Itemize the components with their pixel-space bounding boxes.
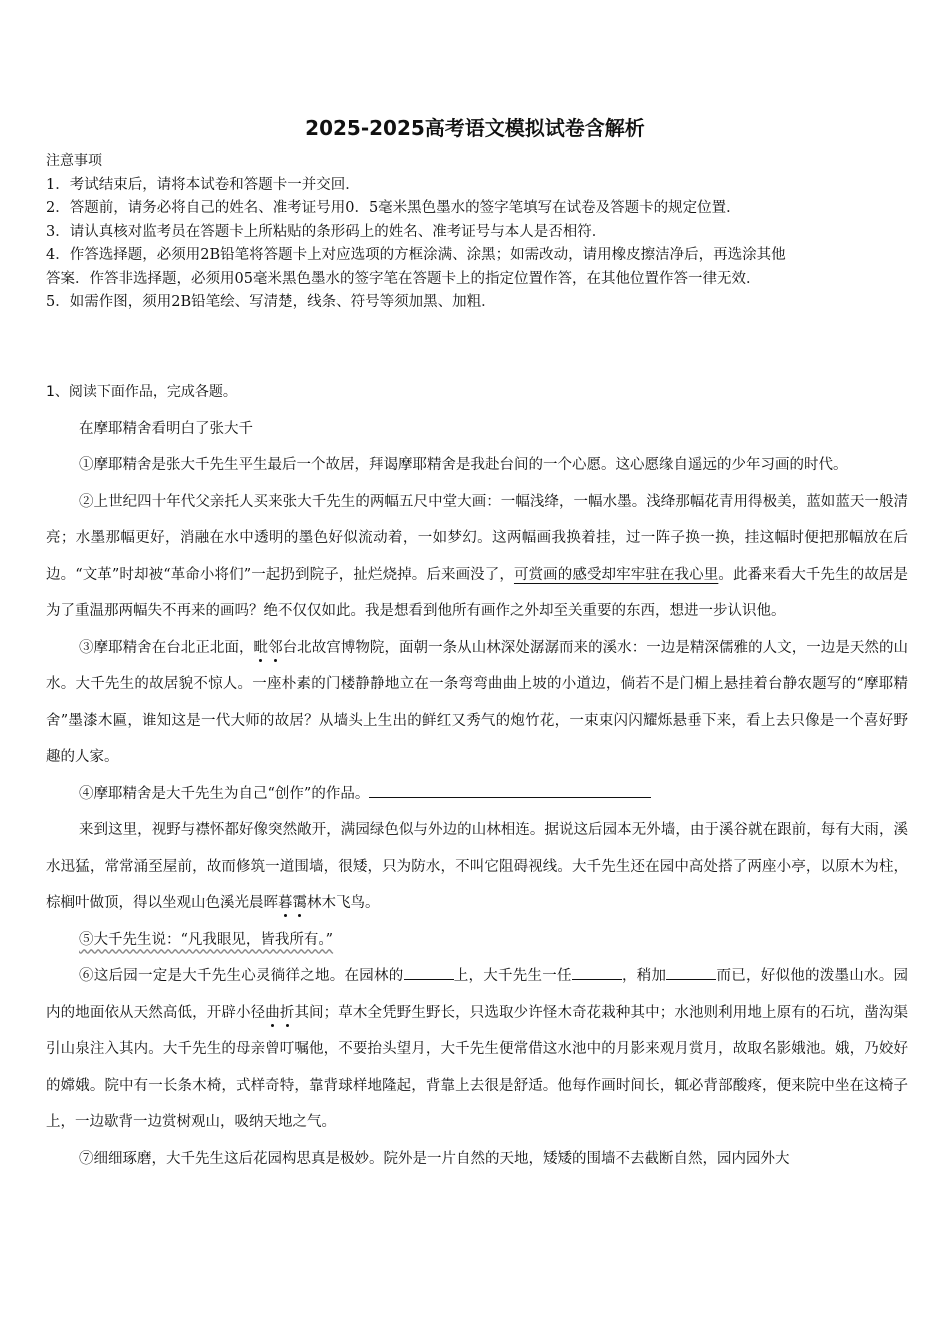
- fill-blank-3[interactable]: [666, 965, 716, 980]
- answer-blank-line[interactable]: [369, 783, 651, 798]
- dotted-char: 邻: [268, 639, 283, 656]
- dotted-char: 暮: [278, 895, 293, 911]
- paragraph-7-text-c: ，稍加: [621, 968, 667, 984]
- paragraph-3-text-a: ③摩耶精舍在台北正北面，: [79, 639, 254, 656]
- paragraph-2: [46, 484, 908, 630]
- question-body: [46, 374, 908, 1177]
- notice-item: 2．答题前，请务必将自己的姓名、准考证号用0．5毫米黑色墨水的签字笔填写在试卷及答题卡的规定位置．: [46, 200, 741, 216]
- paragraph-7-text-b: 上，大千先生一任: [453, 968, 572, 984]
- paragraph-7-text-d: 而已，好似他的泼墨山水。园内的地面依从天然高低，开辟小径: [46, 968, 908, 1021]
- notice-item: 答案．作答非选择题，必须用05毫米黑色墨水的签字笔在答题卡上的指定位置作答，在其他位置作答一律无效．: [46, 270, 761, 287]
- notice-item: 4．作答选择题，必须用2B铅笔将答题卡上对应选项的方框涂满、涂黑；如需改动，请用橡皮擦洁净后，再选涂其他: [46, 247, 786, 263]
- paragraph-2-text-b: 。此番来看大千先生的故居是为了重温那两幅失不再来的画吗？绝不仅仅如此。我是想看到他所有画作之外却至关重要的东西，想进一步认识他。: [46, 566, 909, 619]
- dotted-char: 霭: [292, 895, 307, 911]
- paragraph-5-text-a: 来到这里，视野与襟怀都好像突然敞开，满园绿色似与外边的山林相连。据说这后园本无外墙，由于溪谷就在跟前，每有大雨，溪水迅猛，常常涌至屋前，故而修筑一道围墙，很矮，只为防水，不叫它阻碍视线。大千先生还在园中高处搭了两座小亭，以原木为柱，棕榈叶做顶，得以坐观山色溪光晨晖: [46, 822, 908, 911]
- paragraph-7-text-e: 其间；草木全凭野生野长，只选取少许怪木奇花栽种其中；水池则利用地上原有的石坑，凿沟渠引山泉注入其内。大千先生的母亲曾叮嘱他，不要抬头望月，大千先生便常借这水池中的月影来观月赏月，故取名影娥池。娥，乃姣好的嫦娥。院中有一长条木椅，式样奇特，靠背球样地隆起，背靠上去很是舒适。他每作画时间长，辄必背部酸疼，便来院中坐在这椅子上，一边歇背一边赏树观山，吸纳天地之气。: [46, 1004, 909, 1130]
- question-prompt: 1、阅读下面作品，完成各题。: [46, 384, 237, 400]
- fill-blank-2[interactable]: [572, 965, 622, 980]
- underlined-sentence: 可赏画的感受却牢牢驻在我心里: [513, 566, 719, 583]
- paragraph-5: [46, 812, 908, 922]
- notice-section: [46, 150, 916, 315]
- paragraph-7: [46, 958, 908, 1141]
- paragraph-3-text-b: 台北故宫博物院，面朝一条从山林深处潺潺而来的溪水：一边是精深儒雅的人文，一边是天然的山水。大千先生的故居貌不惊人。一座朴素的门楼静静地立在一条弯弯曲曲上坡的小道边，倘若不是门楣上悬挂着台静农题写的“摩耶精舍”墨漆木匾，谁知这是一代大师的故居？从墙头上生出的鲜红又秀气的炮竹花，一束束闪闪耀烁悬垂下来，看上去只像是一个喜好野趣的人家。: [46, 639, 909, 765]
- notice-heading: 注意事项: [46, 153, 102, 169]
- paragraph-4: [46, 776, 908, 813]
- paragraph-8: ⑦细细琢磨，大千先生这后花园构思真是极妙。院外是一片自然的天地，矮矮的围墙不去截断自然，园内园外大: [79, 1150, 790, 1167]
- dotted-char: 曲: [265, 1004, 280, 1021]
- paragraph-7-text-a: ⑥这后园一定是大千先生心灵徜徉之地。在园林的: [79, 968, 404, 984]
- paragraph-3: [46, 630, 908, 776]
- fill-blank-1[interactable]: [404, 965, 454, 980]
- paragraph-4-text: ④摩耶精舍是大千先生为自己“创作”的作品。: [79, 785, 370, 802]
- dotted-char: 折: [279, 1004, 295, 1021]
- notice-item: 5．如需作图，须用2B铅笔绘、写清楚，线条、符号等须加黑、加粗．: [46, 294, 496, 310]
- notice-item: 1．考试结束后，请将本试卷和答题卡一并交回．: [46, 176, 360, 193]
- wavy-underlined-quote: ⑤大千先生说：“凡我眼见，皆我所有。”: [79, 931, 334, 948]
- paragraph-2-text-a: ②上世纪四十年代父亲托人买来张大千先生的两幅五尺中堂大画：一幅浅绛，一幅水墨。浅绛那幅花青用得极美，蓝如蓝天一般清亮；水墨那幅更好，消融在水中透明的墨色好似流动着，一如梦幻。这两幅画我换着挂，过一阵子换一换，挂这幅时便把那幅放在后边。“文革”时却被“革命小将们”一起扔到院子，扯烂烧掉。后来画没了，: [46, 493, 908, 583]
- page-title: 2025-2025高考语文模拟试卷含解析: [305, 116, 645, 140]
- paragraph-5-text-b: 林木飞鸟。: [307, 895, 380, 911]
- paragraph-6: [46, 922, 908, 959]
- notice-item: 3．请认真核对监考员在答题卡上所粘贴的条形码上的姓名、准考证号与本人是否相符．: [46, 223, 607, 240]
- paragraph-1: ①摩耶精舍是张大千先生平生最后一个故居，拜谒摩耶精舍是我赴台间的一个心愿。这心愿缘自遥远的少年习画的时代。: [79, 457, 848, 473]
- dotted-char: 毗: [253, 639, 269, 656]
- article-title: 在摩耶精舍看明白了张大千: [79, 420, 253, 437]
